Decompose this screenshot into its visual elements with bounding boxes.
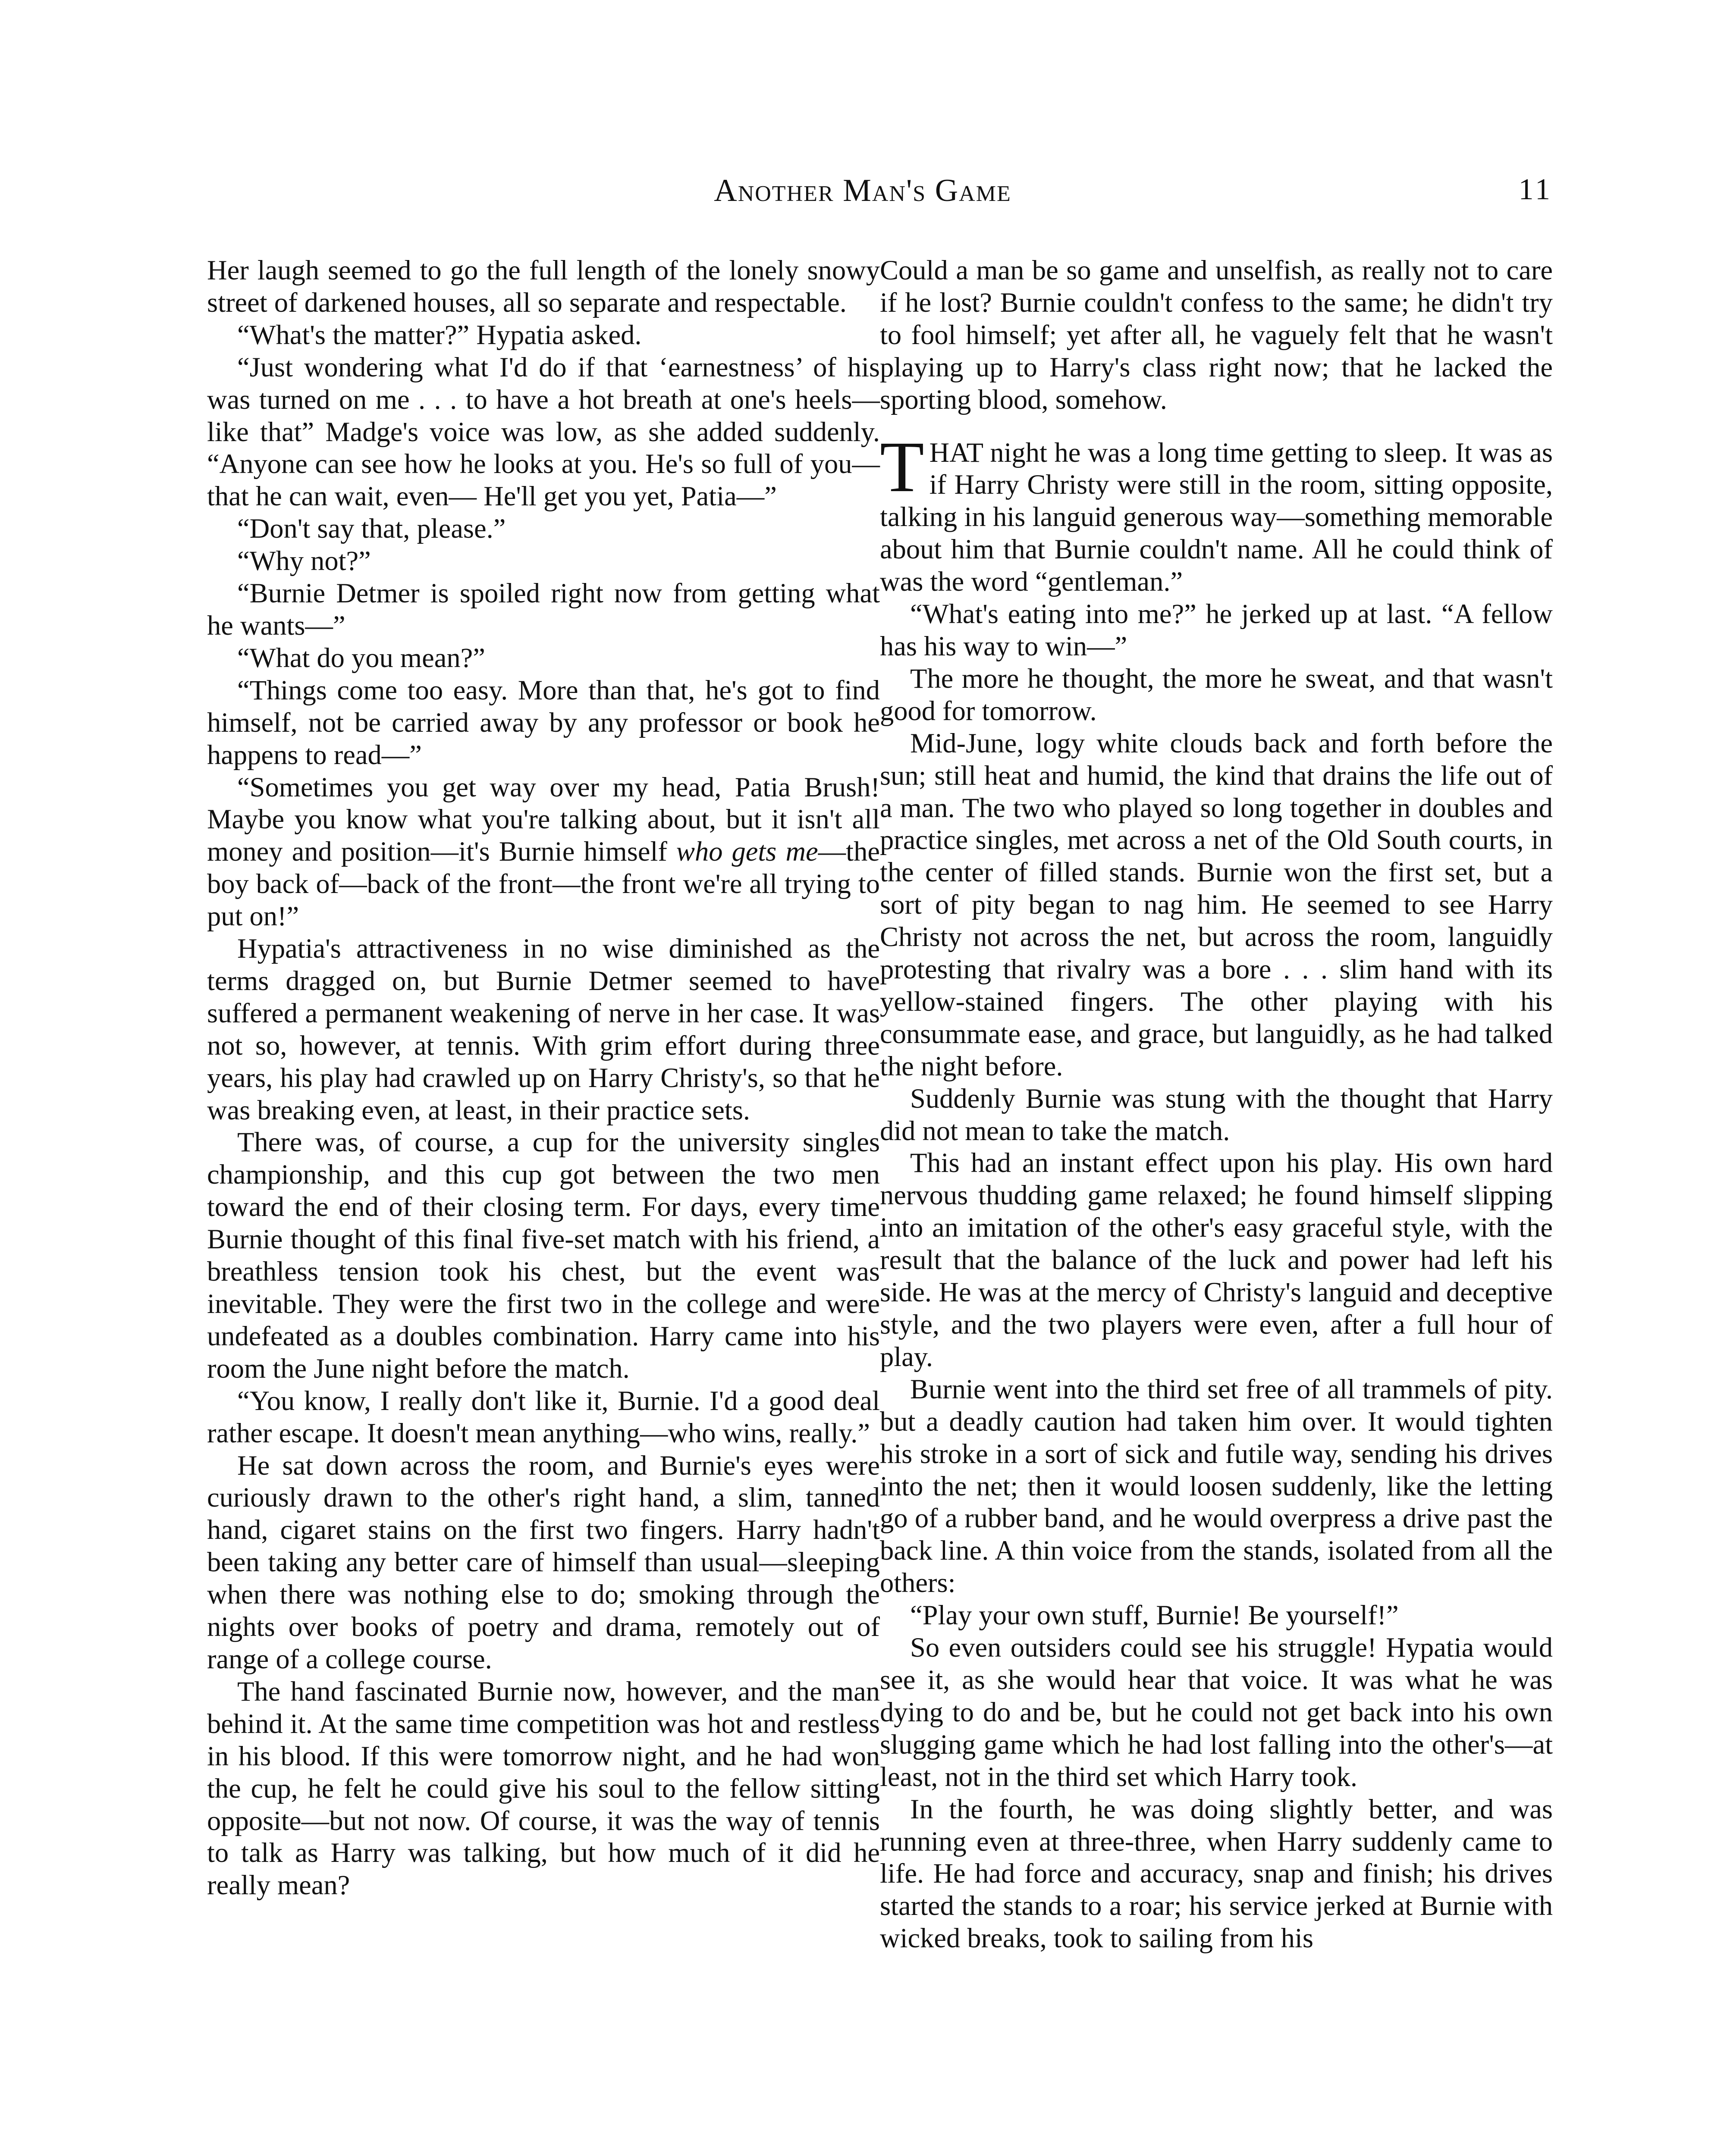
paragraph: “You know, I really don't like it, Burnie. I'd a good deal rather escape. It doesn't mean anything—who wins, really.” [207,1385,880,1448]
paragraph: “Why not?” [237,545,371,577]
paragraph [207,771,880,933]
paragraph: This had an instant effect upon his play. His own hard nervous thudding game relaxed; he found himself slipping into an imitation of the other's easy graceful style, with the result that the balance of the luck and power had left his side. He was at the mercy of Christy's languid and deceptive style, and the two players were even, after a full hour of play. [880,1147,1553,1372]
paragraph: “Things come too easy. More than that, he's got to find himself, not be carried away by any professor or book he happens to read—” [207,674,880,770]
paragraph: In the fourth, he was doing slightly better, and was running even at three-three, when Harry suddenly came to life. He had force and accuracy, snap and finish; his drives started the stands to a roar; his service jerked at Burnie with wicked breaks, took to sailing from his [880,1793,1553,1954]
section-opening-paragraph [880,426,1553,599]
left-column [207,254,880,1902]
paragraph: Her laugh seemed to go the full length of the lonely snowy street of darkened houses, all so separate and respectable. [207,255,880,318]
paragraph: “Burnie Detmer is spoiled right now from getting what he wants—” [207,578,880,641]
continued-paragraph: Could a man be so game and unselfish, as really not to care if he lost? Burnie couldn't confess to the same; he didn't try to fool himself; yet after all, he vaguely felt that he wasn't playing up to Harry's class right now; that he lacked the sporting blood, somehow. [880,255,1553,415]
paragraph: “Just wondering what I'd do if that ‘earnestness’ of his was turned on me . . . to have a hot breath at one's heels—like that” Madge's voice was low, as she added suddenly. “Anyone can see how he looks at you. He's so full of you—that he can wait, even— He'll get you yet, Patia—” [207,351,880,512]
paragraph: There was, of course, a cup for the university singles championship, and this cup got between the two men toward the end of their closing term. For days, every time Burnie thought of this final five-set match with his friend, a breathless tension took his chest, but the event was inevitable. They were the first two in the college and were undefeated as a doubles combination. Harry came into his room the June night before the match. [207,1127,880,1384]
paragraph: Mid-June, logy white clouds back and forth before the sun; still heat and humid, the kind that drains the life out of a man. The two who played so long together in doubles and practice singles, met across a net of the Old South courts, in the center of filled stands. Burnie won the first set, but a sort of pity began to nag him. He seemed to see Harry Christy not across the net, but across the room, languidly protesting that rivalry was a bore . . . slim hand with its yellow-stained fingers. The other playing with his consummate ease, and grace, but languidly, as he had talked the night before. [880,727,1553,1081]
paragraph: Suddenly Burnie was stung with the thought that Harry did not mean to take the match. [880,1083,1553,1146]
paragraph-text: “Sometimes you get way over my head, Patia Brush! Maybe you know what you're talking about, but it isn't all money and position—it's Burnie himself [207,771,880,867]
paragraph: “What do you mean?” [237,642,485,673]
paragraph: He sat down across the room, and Burnie's eyes were curiously drawn to the other's right hand, a slim, tanned hand, cigaret stains on the first two fingers. Harry hadn't been taking any better care of himself than usual—sleeping when there was nothing else to do; smoking through the nights over books of poetry and drama, remotely out of range of a college course. [207,1450,880,1674]
paragraph: “Play your own stuff, Burnie! Be yourself!” [910,1600,1399,1631]
right-column [880,254,1553,1955]
running-title: Another Man's Game [714,173,1011,208]
paragraph: The more he thought, the more he sweat, and that wasn't good for tomorrow. [880,663,1553,726]
emphasis-text: who gets me [676,836,818,867]
paragraph: “What's the matter?” Hypatia asked. [237,319,642,350]
paragraph: “Don't say that, please.” [237,513,506,544]
paragraph-text: —the boy back of—back of the front—the front we're all trying to put on!” [207,836,880,932]
paragraph: The hand fascinated Burnie now, however, and the man behind it. At the same time competition was hot and restless in his blood. If this were tomorrow night, and he had won the cup, he felt he could give his soul to the fellow sitting opposite—but not now. Of course, it was the way of tennis to talk as Harry was talking, but how much of it did he really mean? [207,1676,880,1901]
paragraph: So even outsiders could see his struggle! Hypatia would see it, as she would hear that voice. It was what he was dying to do and be, but he could not get back into his own slugging game which he had lost falling into the other's—at least, not in the third set which Harry took. [880,1632,1553,1792]
drop-cap: T [880,426,924,507]
paragraph: Burnie went into the third set free of all trammels of pity. but a deadly caution had taken him over. It would tighten his stroke in a sort of sick and futile way, sending his drives into the net; then it would loosen suddenly, like the letting go of a rubber band, and he would overpress a drive past the back line. A thin voice from the stands, isolated from all the others: [880,1373,1553,1598]
page-number: 11 [1518,173,1553,206]
paragraph: “What's eating into me?” he jerked up at last. “A fellow has his way to win—” [880,599,1553,661]
section-opening-text: HAT night he was a long time getting to sleep. It was as if Harry Christy were still in the room, sitting opposite, talking in his languid generous way—something memorable about him that Burnie couldn't name. All he could think of was the word “gentleman.” [880,437,1553,597]
page-header [0,172,1727,216]
paragraph: Hypatia's attractiveness in no wise diminished as the terms dragged on, but Burnie Detmer seemed to have suffered a permanent weakening of nerve in her case. It was not so, however, at tennis. With grim effort during three years, his play had crawled up on Harry Christy's, so that he was breaking even, at least, in their practice sets. [207,933,880,1125]
